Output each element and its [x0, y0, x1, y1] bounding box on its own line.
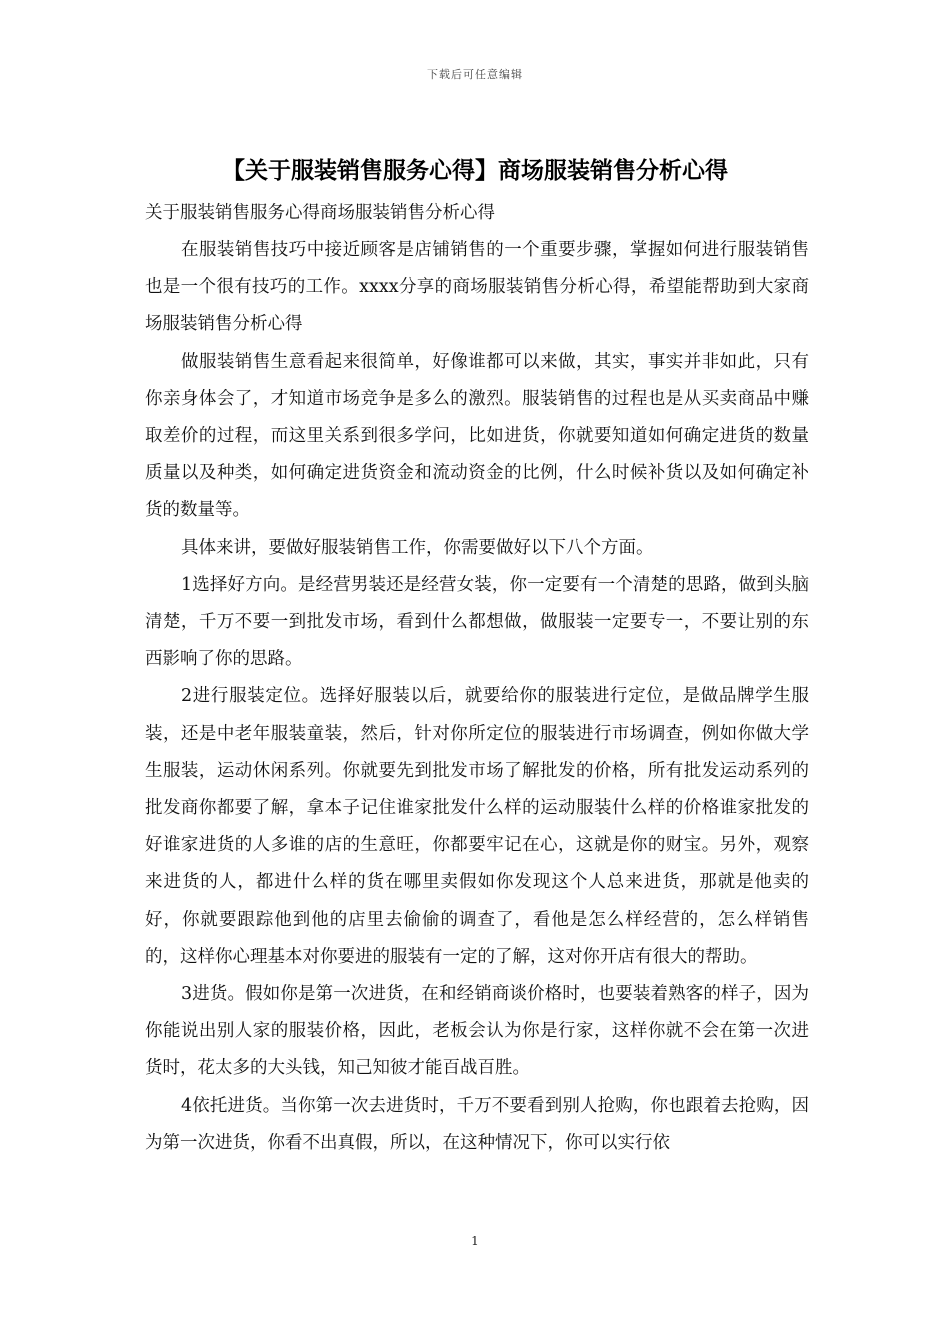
document-title: 【关于服装销售服务心得】商场服装销售分析心得	[222, 158, 728, 184]
page-number: 1	[471, 1234, 479, 1248]
paragraph-point-2: 2进行服装定位。选择好服装以后，就要给你的服装进行定位，是做品牌学生服装，还是中老年服装童装，然后，针对你所定位的服装进行市场调查，例如你做大学生服装，运动休闲系列。你就要先到批发市场了解批发的价格，所有批发运动系列的批发商你都要了解，拿本子记住谁家批发什么样的运动服装什么样的价格谁家批发的好谁家进货的人多谁的店的生意旺，你都要牢记在心，这就是你的财宝。另外，观察来进货的人，都进什么样的货在哪里卖假如你发现这个人总来进货，那就是他卖的好，你就要跟踪他到他的店里去偷偷的调查了，看他是怎么样经营的，怎么样销售的，这样你心理基本对你要进的服装有一定的了解，这对你开店有很大的帮助。	[145, 686, 809, 967]
document-subtitle: 关于服装销售服务心得商场服装销售分析心得	[145, 203, 495, 223]
paragraph-point-4: 4依托进货。当你第一次去进货时，千万不要看到别人抢购，你也跟着去抢购，因为第一次进货，你看不出真假，所以，在这种情况下，你可以实行依	[145, 1095, 809, 1153]
paragraph-point-1: 1选择好方向。是经营男装还是经营女装，你一定要有一个清楚的思路，做到头脑清楚，千万不要一到批发市场，看到什么都想做，做服装一定要专一，不要让别的东西影响了你的思路。	[145, 574, 809, 670]
paragraph-overview: 做服装销售生意看起来很简单，好像谁都可以来做，其实，事实并非如此，只有你亲身体会了，才知道市场竞争是多么的激烈。服装销售的过程也是从买卖商品中赚取差价的过程，而这里关系到很多学问，比如进货，你就要知道如何确定进货的数量质量以及种类，如何确定进货资金和流动资金的比例，什么时候补货以及如何确定补货的数量等。	[145, 351, 809, 521]
paragraph-eight-aspects: 具体来讲，要做好服装销售工作，你需要做好以下八个方面。	[181, 537, 654, 558]
paragraph-point-3: 3进货。假如你是第一次进货，在和经销商谈价格时，也要装着熟客的样子，因为你能说出别人家的服装价格，因此，老板会认为你是行家，这样你就不会在第一次进货时，花太多的大头钱，知己知彼才能百战百胜。	[145, 984, 809, 1079]
document-body	[145, 198, 809, 1162]
paragraph-intro: 在服装销售技巧中接近顾客是店铺销售的一个重要步骤，掌握如何进行服装销售也是一个很有技巧的工作。xxxx分享的商场服装销售分析心得，希望能帮助到大家商场服装销售分析心得	[145, 240, 809, 335]
page-header-note: 下载后可任意编辑	[427, 68, 523, 81]
